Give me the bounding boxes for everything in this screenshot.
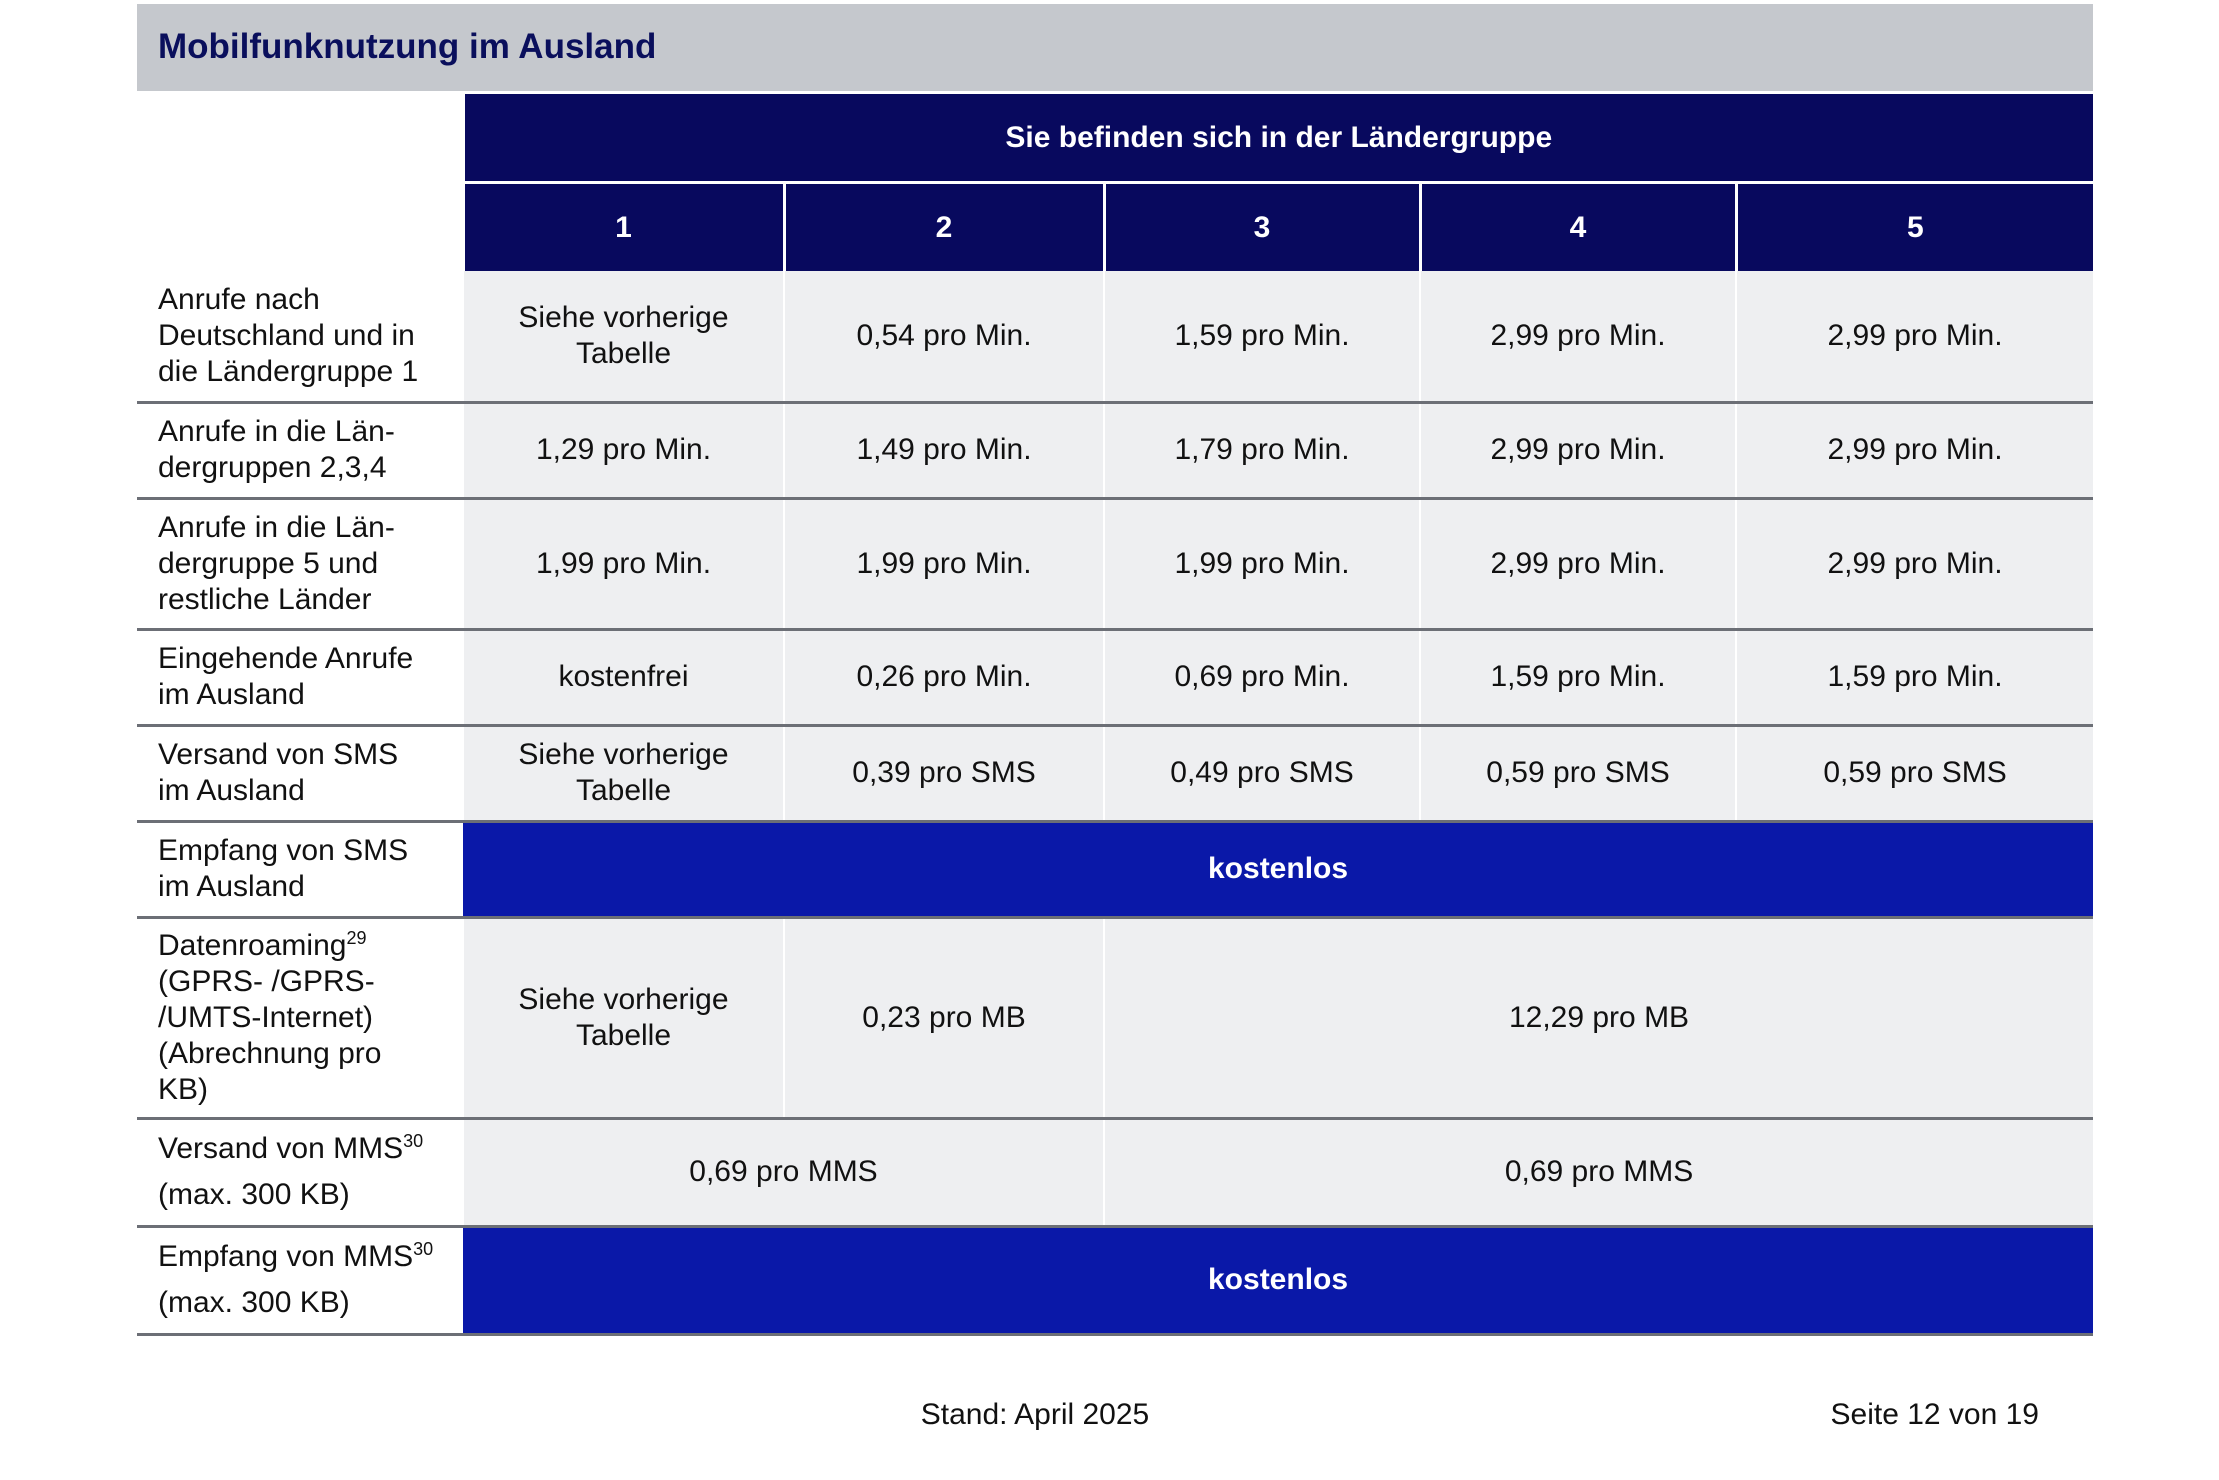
- row-label-line: [158, 1131, 462, 1167]
- row-label-line: Anrufe in die Län-: [158, 510, 395, 544]
- row-label-line: [158, 928, 462, 964]
- free-of-charge-cell: kostenlos: [463, 821, 2093, 917]
- table-row: [137, 821, 2093, 917]
- rate-cell: 0,59 pro SMS: [1420, 725, 1736, 821]
- free-of-charge-cell: kostenlos: [463, 1226, 2093, 1334]
- row-label: [137, 821, 463, 917]
- column-header-5: 5: [1736, 183, 2093, 272]
- row-label-text: Datenroaming: [158, 928, 347, 962]
- column-header-1: 1: [463, 183, 784, 272]
- rate-cell: 1,99 pro Min.: [463, 498, 784, 629]
- row-label-line: (GPRS- /GPRS-: [158, 964, 375, 998]
- column-header-2: 2: [784, 183, 1104, 272]
- rate-cell: 1,99 pro Min.: [784, 498, 1104, 629]
- column-header-3: 3: [1104, 183, 1420, 272]
- page-title: Mobilfunknutzung im Ausland: [158, 27, 657, 66]
- row-label-line: dergruppen 2,3,4: [158, 451, 387, 484]
- row-label: [137, 498, 463, 629]
- rate-cell: 0,54 pro Min.: [784, 271, 1104, 402]
- title-bar: [137, 4, 2093, 91]
- table-row: [137, 917, 2093, 1118]
- rate-value: Siehe vorherige Tabelle: [518, 738, 729, 807]
- row-label: [137, 629, 463, 725]
- rate-cell-merged: 0,69 pro MMS: [1104, 1118, 2093, 1226]
- rate-cell: 1,79 pro Min.: [1104, 402, 1420, 498]
- rate-cell-merged: 12,29 pro MB: [1104, 917, 2093, 1118]
- table-row: [137, 402, 2093, 498]
- row-label-line: die Ländergruppe 1: [158, 354, 419, 388]
- row-label-line: Anrufe in die Län-: [158, 415, 395, 448]
- rate-cell: 0,23 pro MB: [784, 917, 1104, 1118]
- rate-value: Siehe vorherige Tabelle: [518, 300, 729, 370]
- rate-cell: 2,99 pro Min.: [1420, 402, 1736, 498]
- rate-cell: 1,29 pro Min.: [463, 402, 784, 498]
- rate-cell: 1,59 pro Min.: [1420, 629, 1736, 725]
- rate-cell: 2,99 pro Min.: [1736, 271, 2093, 402]
- row-label-text: Empfang von MMS: [158, 1240, 414, 1273]
- rate-cell: [463, 271, 784, 402]
- row-label: [137, 917, 463, 1118]
- rate-cell: 2,99 pro Min.: [1420, 498, 1736, 629]
- footnote-marker: 29: [346, 927, 367, 948]
- row-label-line: Eingehende Anrufe: [158, 642, 414, 675]
- country-group-header: Sie befinden sich in der Ländergruppe: [463, 94, 2093, 183]
- rate-cell: 1,49 pro Min.: [784, 402, 1104, 498]
- row-label: [137, 271, 463, 402]
- footer-date: Stand: April 2025: [920, 1398, 1150, 1431]
- row-label-line: dergruppe 5 und: [158, 546, 379, 580]
- footnote-marker: 30: [413, 1239, 434, 1259]
- row-label-text: Versand von MMS: [158, 1132, 404, 1165]
- row-label: [137, 1226, 463, 1334]
- rate-cell: 1,59 pro Min.: [1736, 629, 2093, 725]
- rate-cell: 2,99 pro Min.: [1736, 498, 2093, 629]
- row-label-line: (Abrechnung pro: [158, 1036, 382, 1070]
- row-label-line: Deutschland und in: [158, 318, 415, 352]
- row-label-line: /UMTS-Internet): [158, 1000, 374, 1034]
- rate-cell: 0,49 pro SMS: [1104, 725, 1420, 821]
- table-row: [137, 498, 2093, 629]
- rate-cell: 0,26 pro Min.: [784, 629, 1104, 725]
- rate-cell: 0,39 pro SMS: [784, 725, 1104, 821]
- table-row: [137, 1226, 2093, 1334]
- row-label-line: im Ausland: [158, 870, 305, 903]
- row-label-line: Empfang von SMS: [158, 834, 409, 867]
- column-header-4: 4: [1420, 183, 1736, 272]
- rate-cell: 1,99 pro Min.: [1104, 498, 1420, 629]
- table-row: [137, 629, 2093, 725]
- rate-value: Siehe vorherige Tabelle: [518, 982, 729, 1052]
- row-label-line: Anrufe nach: [158, 282, 320, 316]
- rate-cell: 2,99 pro Min.: [1420, 271, 1736, 402]
- rate-cell: 2,99 pro Min.: [1736, 402, 2093, 498]
- footnote-marker: 30: [403, 1131, 424, 1151]
- row-label: [137, 1118, 463, 1226]
- rate-cell-merged: 0,69 pro MMS: [463, 1118, 1104, 1226]
- rate-cell: 1,59 pro Min.: [1104, 271, 1420, 402]
- rate-cell: 0,69 pro Min.: [1104, 629, 1420, 725]
- row-label-line: Versand von SMS: [158, 738, 399, 771]
- row-label-line: im Ausland: [158, 678, 305, 711]
- row-label: [137, 402, 463, 498]
- row-label-line: im Ausland: [158, 774, 305, 807]
- footer-page-number: Seite 12 von 19: [1830, 1398, 2039, 1431]
- row-label-line: restliche Länder: [158, 582, 372, 616]
- row-label: [137, 725, 463, 821]
- rate-cell: kostenfrei: [463, 629, 784, 725]
- rate-cell: [463, 725, 784, 821]
- table-row: [137, 271, 2093, 402]
- row-label-line: [158, 1239, 463, 1275]
- row-label-line: KB): [158, 1072, 209, 1106]
- row-label-line: (max. 300 KB): [158, 1178, 350, 1211]
- roaming-rates-table: [137, 94, 2093, 1336]
- table-row: [137, 1118, 2093, 1226]
- row-label-line: (max. 300 KB): [158, 1286, 350, 1319]
- table-row: [137, 725, 2093, 821]
- rate-cell: 0,59 pro SMS: [1736, 725, 2093, 821]
- rate-cell: [463, 917, 784, 1118]
- header-blank-cell: [137, 94, 463, 271]
